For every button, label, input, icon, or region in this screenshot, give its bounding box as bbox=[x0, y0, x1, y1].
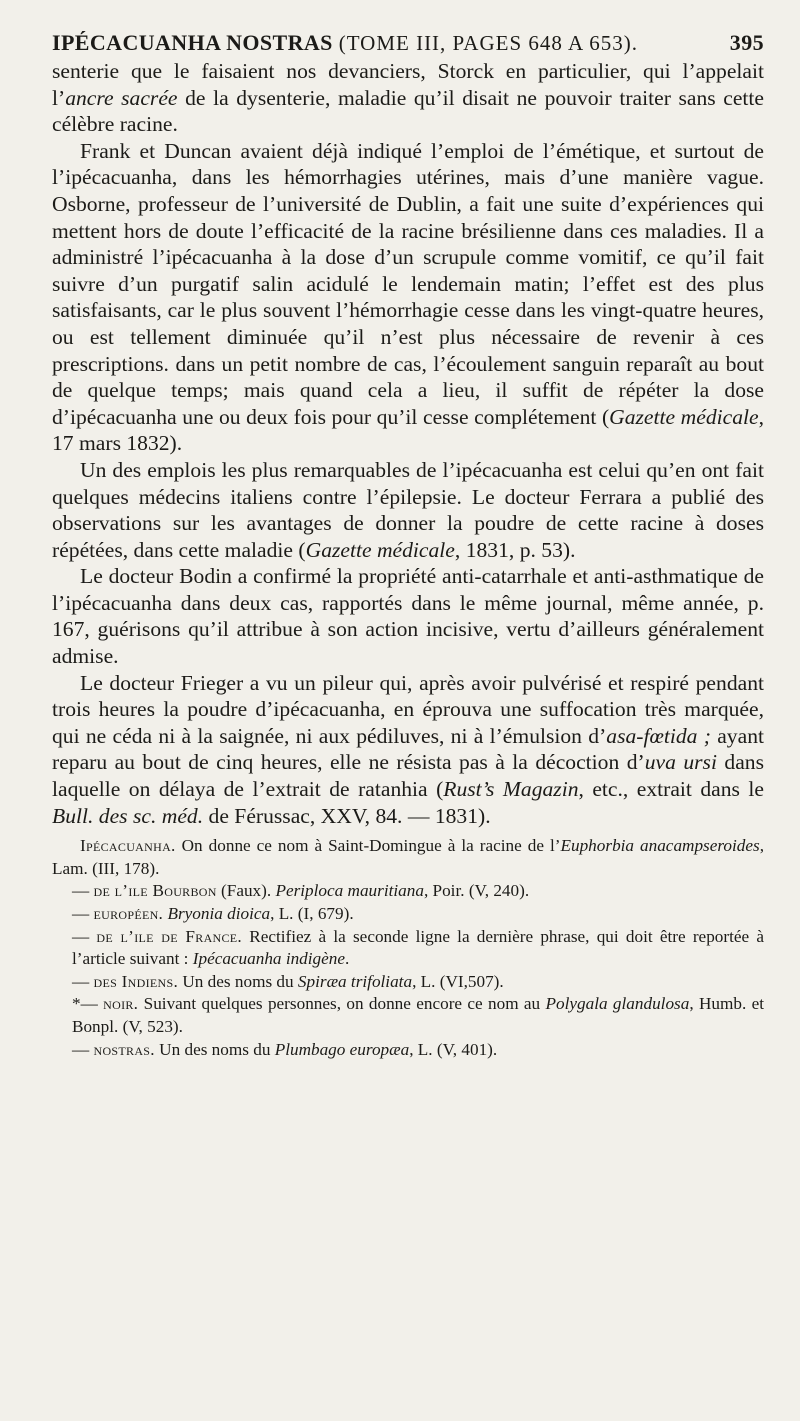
italic-run: ancre sacrée bbox=[65, 85, 178, 110]
text-run: Le docteur Frieger a vu un pileur qui, après avoir pulvérisé et respiré pendant trois heures la poudre d’ipécacuanha, en éprouva une suffocation très marquée, qui ne céda ni à la saignée, ni aux pédiluves, ni à l’émulsion d’ bbox=[52, 670, 764, 748]
paragraph bbox=[52, 670, 764, 830]
entry-heading: noir. bbox=[103, 994, 139, 1014]
entry-heading: Ipécacuanha. bbox=[80, 836, 176, 856]
text-run: On donne ce nom à Saint-Domingue à la racine de l’ bbox=[175, 836, 561, 856]
paragraph bbox=[52, 138, 764, 457]
text-run: , 17 mars 1832). bbox=[52, 404, 764, 456]
entry bbox=[52, 926, 764, 971]
italic-run: Rust’s Magazin bbox=[443, 777, 579, 802]
text-run: — bbox=[72, 926, 97, 946]
dictionary-entries bbox=[52, 835, 764, 1061]
running-header bbox=[52, 30, 764, 56]
text-run: , etc., extrait dans le bbox=[578, 777, 764, 802]
text-run: , L. (VI,507). bbox=[412, 971, 504, 991]
text-run: senterie que le faisaient nos devanciers, Storck en particulier, qui l’appelait l’ bbox=[52, 59, 764, 110]
text-run: de la dysenterie, maladie qu’il disait ne pouvoir traiter sans cette célèbre racine. bbox=[52, 85, 764, 137]
italic-run: Ipécacuanha indigène bbox=[192, 949, 345, 969]
text-run: , L. (V, 401). bbox=[409, 1039, 498, 1059]
text-run: de Férussac, XXV, 84. — 1831). bbox=[203, 803, 491, 828]
text-run: . bbox=[345, 949, 350, 969]
entry bbox=[52, 835, 764, 880]
text-run: Le docteur Bodin a confirmé la propriété anti-catarrhale et anti-asthmatique de l’ipécacuanha dans deux cas, rapportés dans le même journal, même année, p. 167, guérisons qu’il attribue à son action incisive, vertu d’ailleurs généralement admise. bbox=[52, 564, 764, 669]
entry bbox=[52, 880, 764, 903]
text-run: Un des emplois les plus remarquables de l’ipécacuanha est celui qu’en ont fait quelques médecins italiens contre l’épilepsie. Le docteur Ferrara a publié des observations sur les avantages de donner la poudre de cette racine à doses répétées, dans cette maladie ( bbox=[52, 457, 764, 562]
paragraph bbox=[52, 457, 764, 563]
italic-run: uva ursi bbox=[644, 750, 717, 775]
header-title bbox=[52, 30, 638, 56]
text-run: Un des noms du bbox=[178, 971, 298, 991]
italic-run: Periploca mauritiana bbox=[275, 881, 424, 901]
main-text bbox=[52, 58, 764, 829]
text-run: Frank et Duncan avaient déjà indiqué l’emploi de l’émétique, et surtout de l’ipécacuanha, dans les hémorrhagies utérines, mais d’une manière vague. Osborne, professeur de l’université de Dublin, a fait une suite d’expériences qui mettent hors de doute l’efficacité de la racine brésilienne dans ces maladies. Il a administré l’ipécacuanha à la dose d’un scrupule comme vomitif, ce qu’il fait suivre d’un purgatif salin acidulé le lendemain matin; l’effet est des plus satisfaisants, car le plus souvent l’hémorrhagie cesse dans les vingt-quatre heures, ou est tellement diminuée qu’il n’est plus nécessaire de revenir à ces prescriptions. dans un petit nombre de cas, l’écoulement sanguin reparaît au bout de quelque temps; mais quand cela a lieu, il suffit de répéter la dose d’ipécacuanha une ou deux fois pour qu’il cesse complétement ( bbox=[52, 138, 764, 429]
text-run: *— bbox=[72, 994, 104, 1014]
text-run: Rectifiez à la seconde ligne la dernière phrase, qui doit être reportée à l’article suivant : bbox=[72, 926, 764, 969]
text-run: — bbox=[72, 971, 94, 991]
italic-run: Bryonia dioica bbox=[167, 904, 271, 923]
text-run: — bbox=[72, 881, 94, 901]
italic-run: Bull. des sc. méd. bbox=[52, 803, 204, 828]
text-run: , 1831, p. 53). bbox=[454, 537, 576, 562]
italic-run: Plumbago europæa bbox=[274, 1039, 410, 1059]
entry-heading: de l’ile de France. bbox=[96, 926, 243, 946]
paragraph bbox=[52, 563, 764, 669]
paragraph bbox=[52, 58, 764, 138]
entry bbox=[52, 1039, 764, 1062]
italic-run: asa-fœtida ; bbox=[606, 723, 711, 748]
entry bbox=[52, 993, 764, 1038]
text-run: Suivant quelques personnes, on donne encore ce nom au bbox=[138, 994, 546, 1014]
entry-heading: européen. bbox=[93, 904, 164, 923]
entry-heading: nostras. bbox=[93, 1039, 155, 1059]
text-run: , Lam. (III, 178). bbox=[52, 836, 764, 878]
entry-heading: de l’ile Bourbon bbox=[93, 881, 217, 901]
text-run: , Poir. (V, 240). bbox=[423, 881, 530, 901]
entry bbox=[52, 903, 764, 926]
text-run: — bbox=[72, 1039, 94, 1059]
page-number: 395 bbox=[729, 30, 764, 55]
italic-run: Spiræa trifoliata bbox=[297, 971, 413, 991]
entry bbox=[52, 971, 764, 994]
text-run: — bbox=[72, 904, 94, 923]
italic-run: Gazette médicale bbox=[305, 537, 455, 562]
text-run: , Humb. et Bonpl. (V, 523). bbox=[72, 994, 765, 1036]
text-run: dans laquelle on délaya de l’extrait de ratanhia ( bbox=[52, 750, 764, 802]
header-subtitle: (TOME III, PAGES 648 A 653). bbox=[338, 31, 638, 55]
text-run: , L. (I, 679). bbox=[270, 904, 354, 923]
text-run: ayant reparu au bout de cinq heures, elle ne résista pas à la décoction d’ bbox=[52, 723, 764, 775]
header-title-text: IPÉCACUANHA NOSTRAS bbox=[52, 30, 333, 55]
entry-heading: des Indiens. bbox=[93, 971, 179, 991]
italic-run: Polygala glandulosa bbox=[545, 994, 690, 1014]
italic-run: Euphorbia anacampseroides bbox=[560, 836, 760, 856]
italic-run: Gazette médicale bbox=[609, 404, 759, 429]
text-run: Un des noms du bbox=[154, 1039, 275, 1059]
book-page bbox=[52, 30, 764, 1061]
text-run: (Faux). bbox=[216, 881, 276, 901]
